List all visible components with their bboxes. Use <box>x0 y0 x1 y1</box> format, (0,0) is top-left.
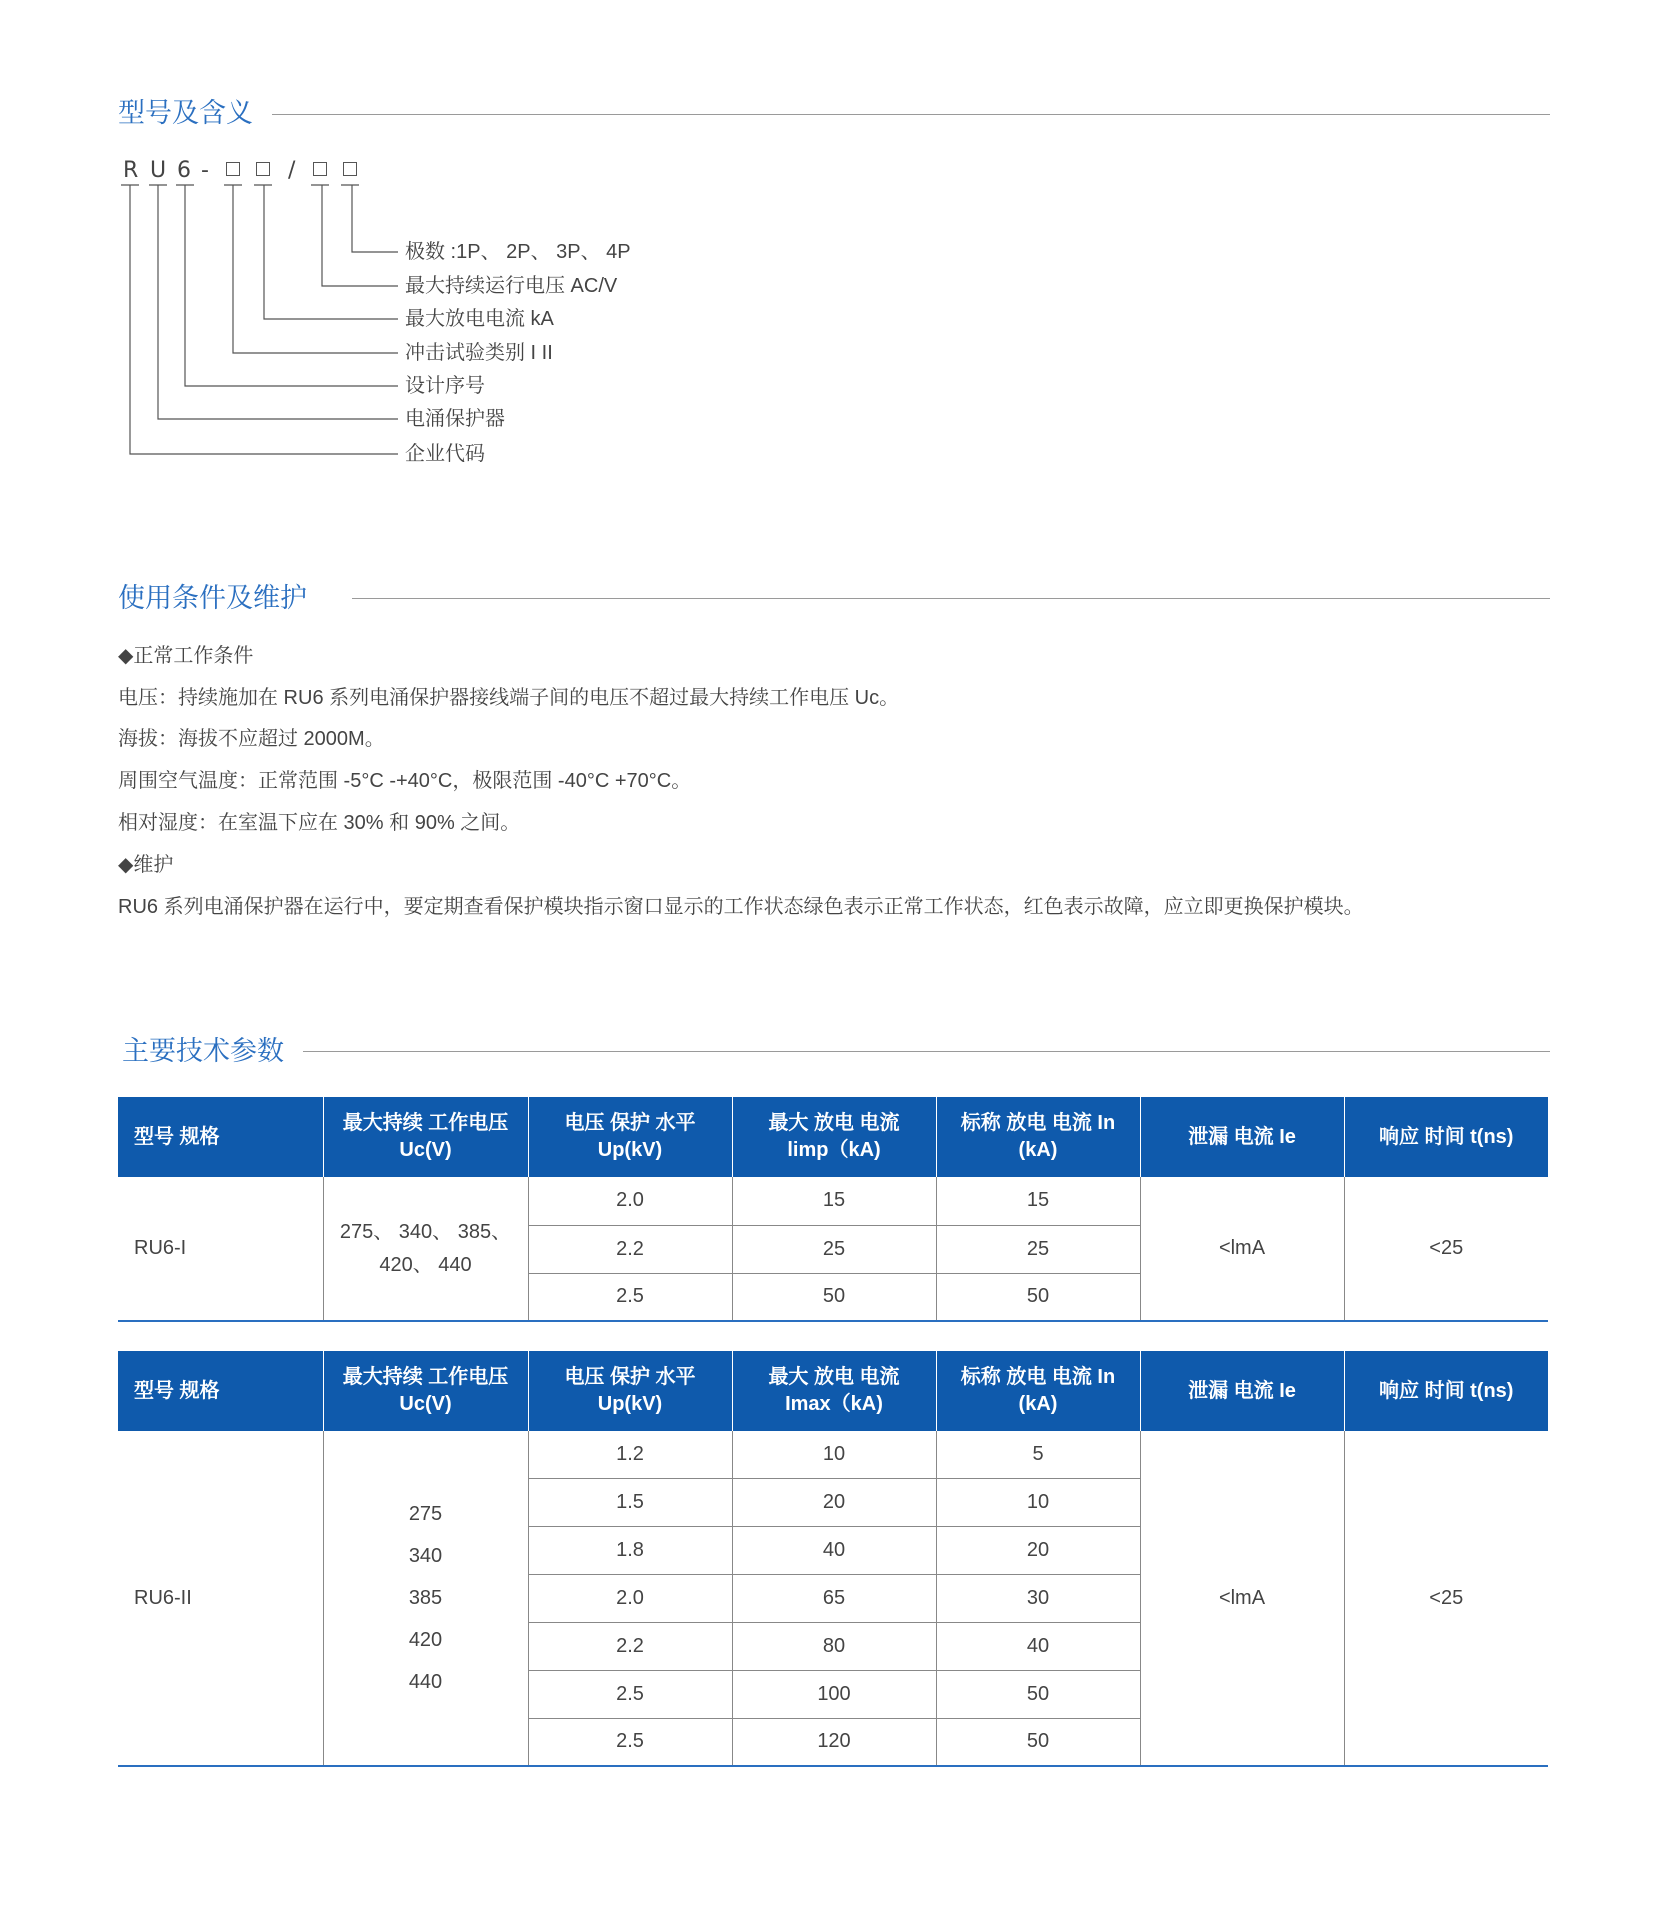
cell-up: 1.8 <box>528 1526 732 1574</box>
condition-altitude: 海拔：海拔不应超过 2000M。 <box>118 728 385 750</box>
cell-imax: 10 <box>732 1431 936 1478</box>
header-up: 电压 保护 水平 Up(kV) <box>528 1097 732 1177</box>
spec-table-ru6-i <box>118 1097 1548 1322</box>
section-divider <box>352 598 1550 599</box>
legend-max-voltage: 最大持续运行电压 AC/V <box>405 275 618 297</box>
legend-poles: 极数 :1P、 2P、 3P、 4P <box>405 241 631 263</box>
header-model: 型号 规格 <box>118 1351 323 1431</box>
code-char-r: R <box>123 158 139 183</box>
header-response: 响应 时间 t(ns) <box>1344 1097 1548 1177</box>
cell-iimp: 25 <box>732 1225 936 1273</box>
cell-in: 50 <box>936 1718 1140 1766</box>
cell-up: 1.2 <box>528 1431 732 1478</box>
code-char-u: U <box>150 158 167 183</box>
table-header-row <box>118 1351 1548 1431</box>
section-title-specs: 主要技术参数 <box>122 1036 284 1066</box>
section-title-model: 型号及含义 <box>118 98 253 128</box>
code-char-dash: - <box>201 158 209 183</box>
section-divider <box>303 1051 1550 1052</box>
cell-in: 5 <box>936 1431 1140 1478</box>
legend-design-number: 设计序号 <box>405 375 485 397</box>
cell-in: 40 <box>936 1622 1140 1670</box>
cell-imax: 20 <box>732 1478 936 1526</box>
table-row <box>118 1431 1548 1478</box>
cell-iimp: 15 <box>732 1177 936 1225</box>
cell-uc: 275 340 385 420 440 <box>323 1431 528 1766</box>
cell-response: <25 <box>1344 1177 1548 1321</box>
cell-in: 15 <box>936 1177 1140 1225</box>
table-row <box>118 1177 1548 1225</box>
condition-temperature: 周围空气温度：正常范围 -5°C -+40°C，极限范围 -40°C +70°C。 <box>118 770 692 792</box>
cell-up: 2.5 <box>528 1273 732 1321</box>
legend-test-class: 冲击试验类别 I II <box>405 342 553 364</box>
model-code-diagram <box>0 0 700 480</box>
cell-in: 10 <box>936 1478 1140 1526</box>
cell-uc: 275、 340、 385、 420、 440 <box>323 1177 528 1321</box>
condition-voltage: 电压：持续施加在 RU6 系列电涌保护器接线端子间的电压不超过最大持续工作电压 Uc。 <box>118 687 900 709</box>
legend-max-discharge: 最大放电电流 kA <box>405 308 554 330</box>
cell-in: 50 <box>936 1670 1140 1718</box>
cell-leakage: <lmA <box>1140 1177 1344 1321</box>
condition-humidity: 相对湿度：在室温下应在 30% 和 90% 之间。 <box>118 812 521 834</box>
header-in: 标称 放电 电流 In (kA) <box>936 1097 1140 1177</box>
normal-conditions-heading: ◆正常工作条件 <box>118 645 254 667</box>
section-title-conditions: 使用条件及维护 <box>118 583 307 613</box>
spec-table-ru6-ii <box>118 1351 1548 1767</box>
code-char-slash: / <box>288 158 296 183</box>
cell-in: 50 <box>936 1273 1140 1321</box>
header-uc: 最大持续 工作电压 Uc(V) <box>323 1351 528 1431</box>
cell-imax: 65 <box>732 1574 936 1622</box>
header-in: 标称 放电 电流 In (kA) <box>936 1351 1140 1431</box>
cell-response: <25 <box>1344 1431 1548 1766</box>
cell-imax: 40 <box>732 1526 936 1574</box>
maintenance-heading: ◆维护 <box>118 854 174 876</box>
header-imax: 最大 放电 电流 Imax（kA) <box>732 1351 936 1431</box>
cell-iimp: 50 <box>732 1273 936 1321</box>
cell-up: 1.5 <box>528 1478 732 1526</box>
cell-model: RU6-II <box>118 1431 323 1766</box>
cell-up: 2.2 <box>528 1225 732 1273</box>
cell-up: 2.0 <box>528 1177 732 1225</box>
header-leakage: 泄漏 电流 Ie <box>1140 1351 1344 1431</box>
maintenance-text: RU6 系列电涌保护器在运行中，要定期查看保护模块指示窗口显示的工作状态绿色表示正常工作状态，红色表示故障，应立即更换保护模块。 <box>118 896 1364 918</box>
header-response: 响应 时间 t(ns) <box>1344 1351 1548 1431</box>
cell-leakage: <lmA <box>1140 1431 1344 1766</box>
header-model: 型号 规格 <box>118 1097 323 1177</box>
code-char-6: 6 <box>177 158 191 183</box>
legend-spd: 电涌保护器 <box>405 408 505 430</box>
legend-company-code: 企业代码 <box>405 443 485 465</box>
cell-in: 20 <box>936 1526 1140 1574</box>
table-header-row <box>118 1097 1548 1177</box>
cell-up: 2.0 <box>528 1574 732 1622</box>
cell-imax: 120 <box>732 1718 936 1766</box>
cell-model: RU6-I <box>118 1177 323 1321</box>
header-iimp: 最大 放电 电流 limp（kA) <box>732 1097 936 1177</box>
cell-in: 25 <box>936 1225 1140 1273</box>
header-uc: 最大持续 工作电压 Uc(V) <box>323 1097 528 1177</box>
cell-up: 2.2 <box>528 1622 732 1670</box>
cell-up: 2.5 <box>528 1670 732 1718</box>
header-leakage: 泄漏 电流 Ie <box>1140 1097 1344 1177</box>
header-up: 电压 保护 水平 Up(kV) <box>528 1351 732 1431</box>
cell-imax: 100 <box>732 1670 936 1718</box>
cell-in: 30 <box>936 1574 1140 1622</box>
cell-up: 2.5 <box>528 1718 732 1766</box>
cell-imax: 80 <box>732 1622 936 1670</box>
